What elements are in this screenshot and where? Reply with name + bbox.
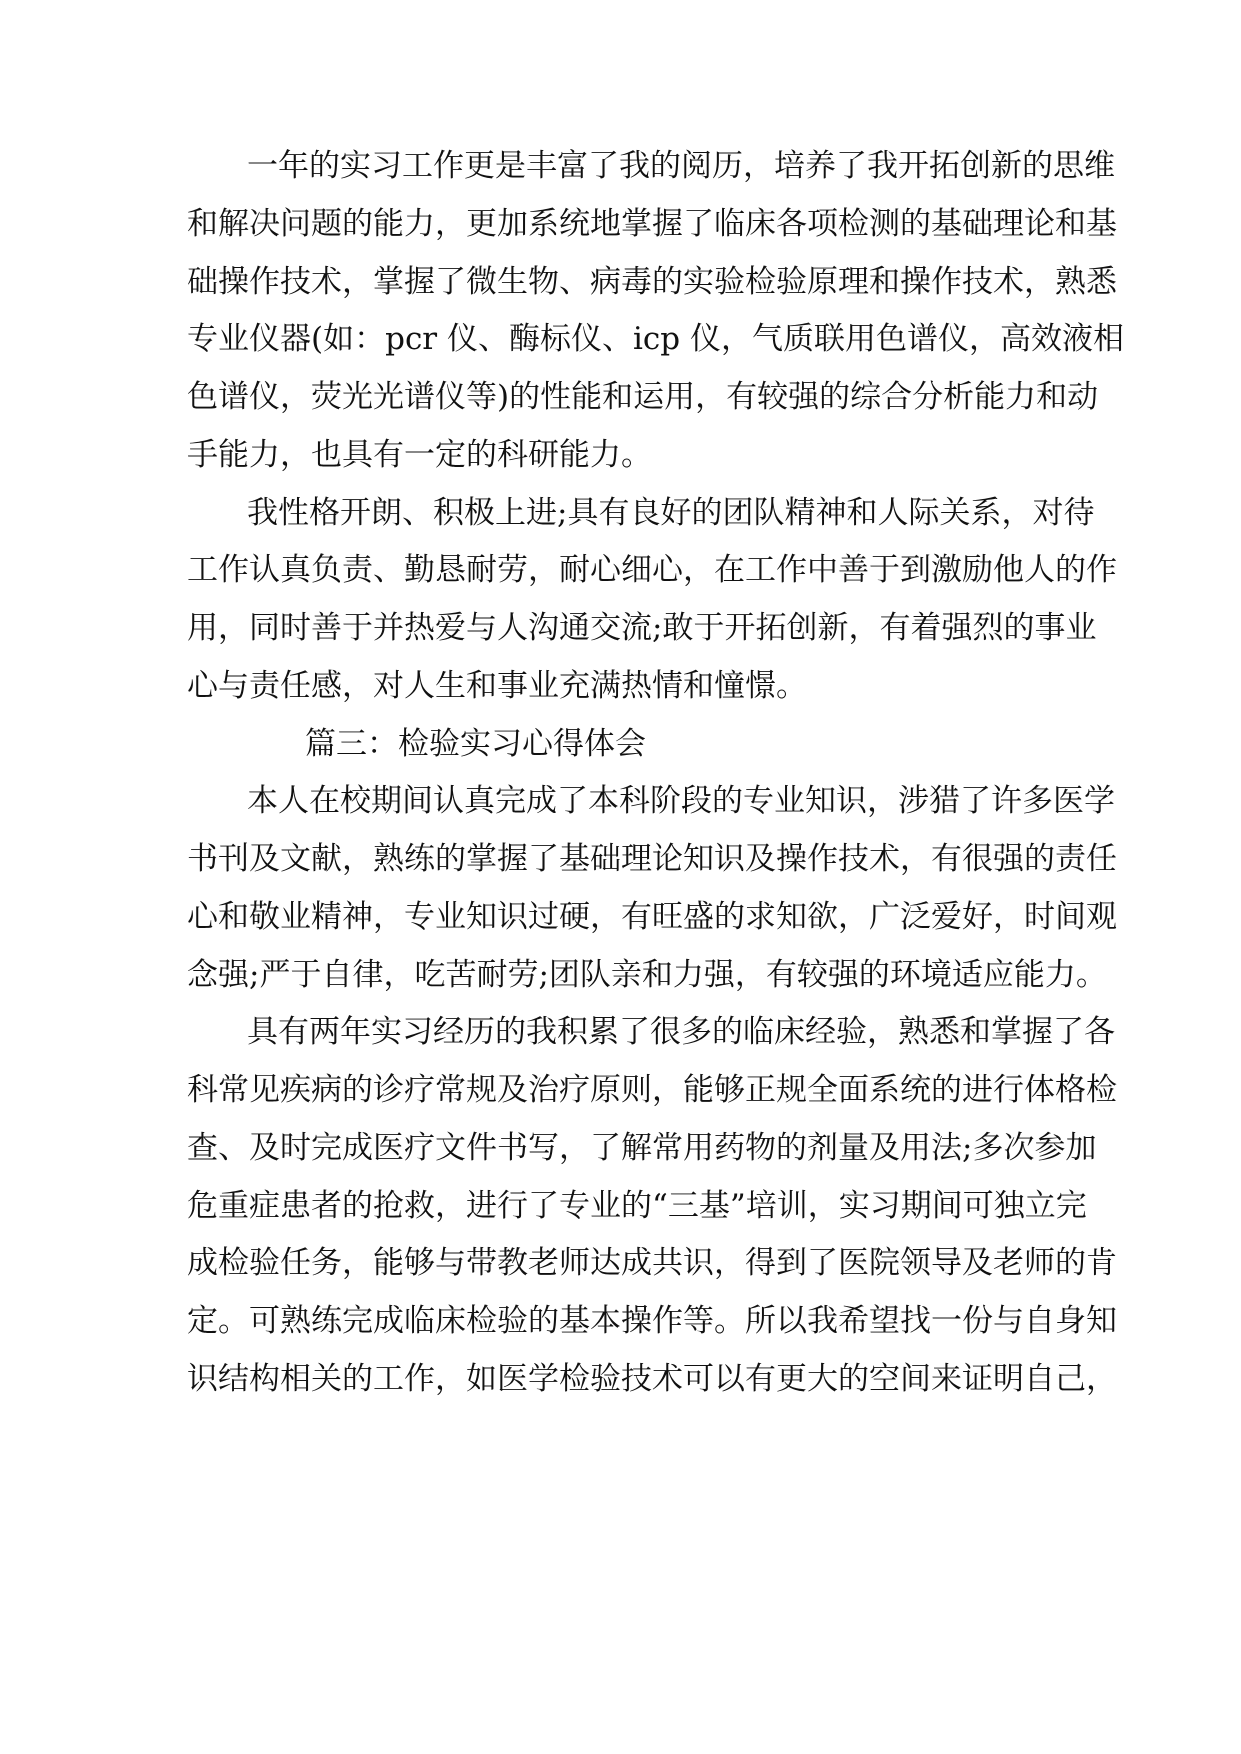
paragraph-3-line-1: 本人在校期间认真完成了本科阶段的专业知识，涉猎了许多医学 bbox=[247, 783, 1115, 819]
paragraph-2-line-1: 我性格开朗、积极上进;具有良好的团队精神和人际关系，对待 bbox=[247, 495, 1095, 531]
paragraph-4-line-1: 具有两年实习经历的我积累了很多的临床经验，熟悉和掌握了各 bbox=[247, 1014, 1115, 1050]
paragraph-4-line-7: 识结构相关的工作，如医学检验技术可以有更大的空间来证明自己， bbox=[187, 1361, 1117, 1397]
paragraph-4-line-3: 查、及时完成医疗文件书写，了解常用药物的剂量及用法;多次参加 bbox=[187, 1130, 1097, 1166]
paragraph-1-line-2: 和解决问题的能力，更加系统地掌握了临床各项检测的基础理论和基 bbox=[187, 206, 1117, 242]
paragraph-4-line-4: 危重症患者的抢救，进行了专业的“三基”培训，实习期间可独立完 bbox=[187, 1188, 1087, 1224]
paragraph-1-line-1: 一年的实习工作更是丰富了我的阅历，培养了我开拓创新的思维 bbox=[247, 148, 1115, 184]
paragraph-4-line-6: 定。可熟练完成临床检验的基本操作等。所以我希望找一份与自身知 bbox=[187, 1303, 1117, 1339]
paragraph-2-line-2: 工作认真负责、勤恳耐劳，耐心细心，在工作中善于到激励他人的作 bbox=[187, 552, 1117, 588]
paragraph-3-line-4: 念强;严于自律，吃苦耐劳;团队亲和力强，有较强的环境适应能力。 bbox=[187, 957, 1107, 993]
paragraph-4-line-5: 成检验任务，能够与带教老师达成共识，得到了医院领导及老师的肯 bbox=[187, 1245, 1117, 1281]
paragraph-2-line-3: 用，同时善于并热爱与人沟通交流;敢于开拓创新，有着强烈的事业 bbox=[187, 610, 1097, 646]
paragraph-2-line-4: 心与责任感，对人生和事业充满热情和憧憬。 bbox=[187, 668, 807, 704]
paragraph-4-line-2: 科常见疾病的诊疗常规及治疗原则，能够正规全面系统的进行体格检 bbox=[187, 1072, 1117, 1108]
paragraph-1-line-5: 色谱仪，荧光光谱仪等)的性能和运用，有较强的综合分析能力和动 bbox=[187, 379, 1099, 415]
paragraph-1-line-3: 础操作技术，掌握了微生物、病毒的实验检验原理和操作技术，熟悉 bbox=[187, 264, 1117, 300]
paragraph-3-line-2: 书刊及文献，熟练的掌握了基础理论知识及操作技术，有很强的责任 bbox=[187, 841, 1117, 877]
paragraph-1-line-6: 手能力，也具有一定的科研能力。 bbox=[187, 437, 652, 473]
paragraph-1-line-4: 专业仪器(如：pcr 仪、酶标仪、icp 仪，气质联用色谱仪，高效液相 bbox=[187, 321, 1124, 357]
paragraph-3-line-3: 心和敬业精神，专业知识过硬，有旺盛的求知欲，广泛爱好，时间观 bbox=[187, 899, 1117, 935]
section-heading: 篇三：检验实习心得体会 bbox=[305, 726, 646, 762]
